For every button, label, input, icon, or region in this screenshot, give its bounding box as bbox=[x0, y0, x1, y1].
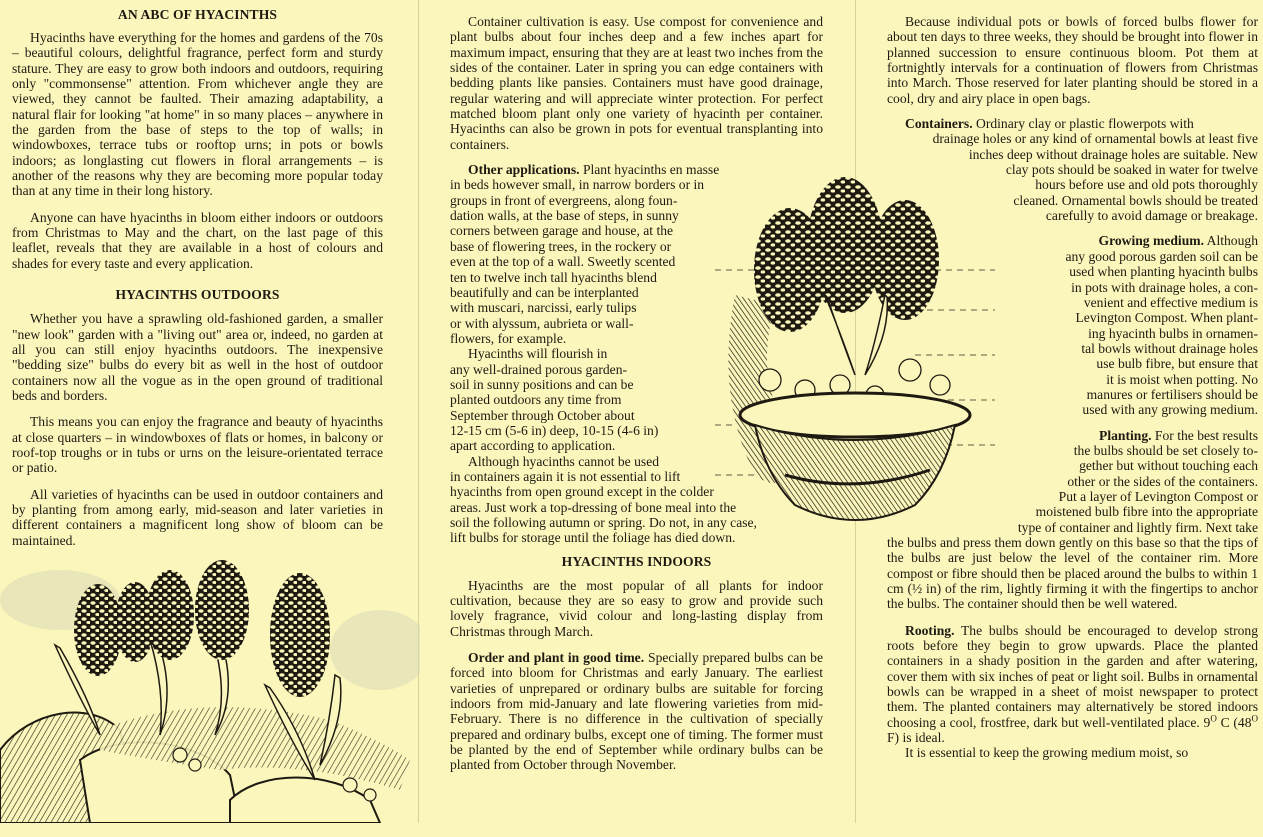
rooting-lead: Rooting. bbox=[905, 622, 955, 638]
medium-line-4: venient and effective medium is bbox=[1083, 294, 1258, 310]
indoors-paragraph: Hyacinths are the most popular of all plants for indoor cultivation, because they are so easy to grow and provide such lovely fragrance, vivid colour and long-lasting display from Christmas through March. bbox=[450, 577, 823, 639]
containers-section bbox=[887, 116, 1258, 223]
page-title: AN ABC OF HYACINTHS bbox=[117, 7, 278, 22]
medium-line-5: Levington Compost. When plant- bbox=[1075, 310, 1258, 326]
right-panel bbox=[887, 14, 1258, 837]
intro-paragraph-1: Hyacinths have everything for the homes and gardens of the 70s – beautiful colours, delightful fragrance, perfect form and sturdy stature. They are easy to grow both indoors and outdoors, requiring only "commonsense" attention. From whichever angle they are viewed, they cannot be faulted. Their amazing adaptability, a natural flair for looking "at home" in so many places – anywhere in the garden from the base of steps to the top of walls; in windowboxes, terrace tubs or rooftop urns; in pots or bowls indoors; as longlasting cut flowers in floral arrangements – is another of the reasons why they are becoming more popular today than at any time in their long history. bbox=[12, 30, 383, 199]
medium-line-9: it is moist when potting. No bbox=[1106, 371, 1258, 387]
flourish-line-2: soil in sunny positions and can be bbox=[450, 376, 634, 392]
outdoors-paragraph-2: This means you can enjoy the fragrance and beauty of hyacinths at close quarters – in windowboxes of flats or homes, in balcony or roof-top troughs or in tubs or urns on the leisure-orientated terrace or patio. bbox=[12, 414, 383, 476]
other-applications-lead: Other applications. bbox=[468, 162, 580, 178]
rooting-text-b: C (48 bbox=[1216, 714, 1252, 730]
rooting-text-c: F) is ideal. bbox=[887, 730, 945, 746]
flourish-line-3: planted outdoors any time from bbox=[450, 392, 622, 408]
lift-line-5: lift bulbs for storage until the foliage has died down. bbox=[450, 530, 736, 546]
flourish-line-1: any well-drained porous garden- bbox=[450, 361, 628, 377]
containers-line-5: cleaned. Ornamental bowls should be treated bbox=[1013, 192, 1258, 208]
containers-line-2: inches deep without drainage holes are suitable. New bbox=[968, 146, 1258, 162]
planting-section bbox=[887, 428, 1258, 612]
other-line-2: groups in front of evergreens, along foun- bbox=[450, 192, 678, 208]
other-line-5: base of flowering trees, in the rockery or bbox=[450, 238, 672, 254]
outdoors-paragraph-1: Whether you have a sprawling old-fashioned garden, a smaller "new look" garden with a "living out" area or, indeed, no garden at all you can still enjoy hyacinths outdoors. The inexpensive "bedding size" bulbs do every bit as well in the host of outdoor containers now all the vogue as in the open ground of traditional beds and borders. bbox=[12, 311, 383, 403]
rooting-paragraph bbox=[887, 623, 1258, 746]
order-lead: Order and plant in good time. bbox=[468, 650, 645, 666]
lift-line-3: areas. Just work a top-dressing of bone meal into the bbox=[450, 499, 737, 515]
medium-line-10: manures or fertilisers should be bbox=[1086, 386, 1258, 402]
succession-paragraph: Because individual pots or bowls of forced bulbs flower for about ten days to three weeks, they should be brought into flower in planned succession to ensure continuous bloom. Pot them at fortnightly intervals for a continuation of flowers from Christmas into March. Those reserved for later planting should be stored in a cool, dry and airy place in open bags. bbox=[887, 14, 1258, 106]
other-line-8: beautifully and can be interplanted bbox=[450, 284, 639, 300]
other-line-6: even at the top of a wall. Sweetly scented bbox=[450, 254, 676, 270]
order-paragraph bbox=[450, 650, 823, 773]
other-line-11: flowers, for example. bbox=[450, 330, 567, 346]
planting-line-2: gether but without touching each bbox=[1079, 458, 1258, 474]
planting-line-4: Put a layer of Levington Compost or bbox=[1058, 488, 1258, 504]
other-line-4: corners between garage and house, at the bbox=[450, 223, 674, 239]
planting-lead: Planting. bbox=[1099, 427, 1152, 443]
containers-line-1: drainage holes or any kind of ornamental bowls at least five bbox=[932, 131, 1258, 147]
medium-line-2: used when planting hyacinth bulbs bbox=[1069, 264, 1258, 280]
intro-paragraph-2: Anyone can have hyacinths in bloom either indoors or outdoors from Christmas to May and the chart, on the last page of this leaflet, reveals that they are available in a host of colours and shades for every taste and every application. bbox=[12, 209, 383, 271]
other-line-7: ten to twelve inch tall hyacinths blend bbox=[450, 269, 657, 285]
medium-line-0: Although bbox=[1206, 233, 1258, 249]
container-paragraph: Container cultivation is easy. Use compost for convenience and plant bulbs about four inches deep and a few inches apart for maximum impact, ensuring that they are at least two inches from the sides of the container. Later in spring you can edge containers with bedding plants like pansies. Containers must have good drainage, regular watering and will appreciate winter protection. For perfect matched bloom plant only one variety of hyacinth per container. Hyacinths can also be grown in pots for eventual transplanting into containers. bbox=[450, 14, 823, 152]
medium-line-8: use bulb fibre, but ensure that bbox=[1096, 356, 1258, 372]
flourish-line-5: 12-15 cm (5-6 in) deep, 10-15 (4-6 in) bbox=[450, 422, 659, 438]
medium-line-11: used with any growing medium. bbox=[1082, 402, 1258, 418]
containers-line-0: Ordinary clay or plastic flowerpots with bbox=[976, 116, 1194, 132]
growing-medium-section bbox=[887, 233, 1258, 417]
order-text: Specially prepared bulbs can be forced into bloom for Christmas and early January. The earliest varieties of unprepared or ordinary bulbs are suitable for forcing indoors from mid-January and late flowering varieties from mid-February. There is no difference in the cultivation of specially prepared and ordinary bulbs, except one of timing. The former must be planted by the end of September while ordinary bulbs can be planted from October through November. bbox=[450, 650, 823, 773]
containers-lead: Containers. bbox=[905, 116, 973, 132]
lift-line-4: soil the following autumn or spring. Do not, in any case, bbox=[450, 515, 757, 530]
planting-line-5: moistened bulb fibre into the appropriate bbox=[1035, 504, 1258, 520]
flourish-line-4: September through October about bbox=[450, 407, 635, 423]
planting-rest: the bulbs and press them down gently on this base so that the tips of the bulbs are just below the level of the container rim. More compost or fibre should then be placed around the bulbs to within 1 cm (½ in) of the rim, lightly firming it with the fingertips to anchor the bulbs. The container should then be well watered. bbox=[887, 535, 1258, 612]
degree-symbol: O bbox=[1251, 713, 1259, 724]
medium-line-1: any good porous garden soil can be bbox=[1065, 248, 1258, 264]
other-line-9: with muscari, narcissi, early tulips bbox=[450, 300, 637, 316]
degree-symbol: O bbox=[1210, 713, 1217, 724]
outdoors-heading: HYACINTHS OUTDOORS bbox=[115, 287, 280, 303]
lift-line-2: hyacinths from open ground except in the colder bbox=[450, 484, 714, 500]
hyacinths-rockery-illustration bbox=[0, 560, 420, 823]
medium-line-3: in pots with drainage holes, a con- bbox=[1071, 279, 1258, 295]
other-line-10: or with alyssum, aubrieta or wall- bbox=[450, 315, 634, 331]
hyacinth-rockery-drawing-icon bbox=[0, 560, 420, 823]
medium-line-6: ing hyacinth bulbs in ornamen- bbox=[1088, 325, 1258, 341]
indoors-heading: HYACINTHS INDOORS bbox=[561, 553, 712, 569]
flourish-line-0: Hyacinths will flourish in bbox=[468, 346, 608, 362]
planting-line-1: the bulbs should be set closely to- bbox=[1073, 442, 1258, 458]
planting-line-0: For the best results bbox=[1154, 427, 1258, 443]
flourish-line-6: apart according to application. bbox=[450, 438, 616, 454]
containers-line-6: carefully to avoid damage or breakage. bbox=[1045, 208, 1258, 224]
other-line-0: Plant hyacinths en masse bbox=[582, 162, 720, 178]
lift-line-1: in containers again it is not essential to lift bbox=[450, 468, 681, 484]
other-line-3: dation walls, at the base of steps, in sunny bbox=[450, 208, 679, 224]
lift-line-0: Although hyacinths cannot be used bbox=[468, 453, 660, 469]
planting-line-6: type of container and lightly firm. Next take bbox=[1017, 519, 1258, 535]
planting-line-3: other or the sides of the containers. bbox=[1067, 473, 1258, 489]
other-line-1: in beds however small, in narrow borders or in bbox=[450, 177, 705, 193]
medium-line-7: tal bowls without drainage holes bbox=[1081, 340, 1258, 356]
essential-paragraph: It is essential to keep the growing medium moist, so bbox=[905, 745, 1189, 761]
containers-line-3: clay pots should be soaked in water for twelve bbox=[1005, 162, 1258, 178]
growing-medium-lead: Growing medium. bbox=[1098, 233, 1204, 249]
rooting-text-a: The bulbs should be encouraged to develop strong roots before they begin to grow upwards. Place the planted containers in a shady position in the garden and after watering, cover them with six inches of peat or light soil. Bulbs in ornamental bowls can be wrapped in a sheet of moist newspaper to protect them. The planted containers may alternatively be stored indoors choosing a cool, frostfree, dark but well-ventilated place. 9 bbox=[887, 622, 1258, 730]
outdoors-paragraph-3: All varieties of hyacinths can be used in outdoor containers and by planting from among early, mid-season and later varieties in different containers a magnificent long show of bloom can be maintained. bbox=[12, 486, 383, 548]
containers-line-4: hours before use and old pots thoroughly bbox=[1035, 177, 1258, 193]
